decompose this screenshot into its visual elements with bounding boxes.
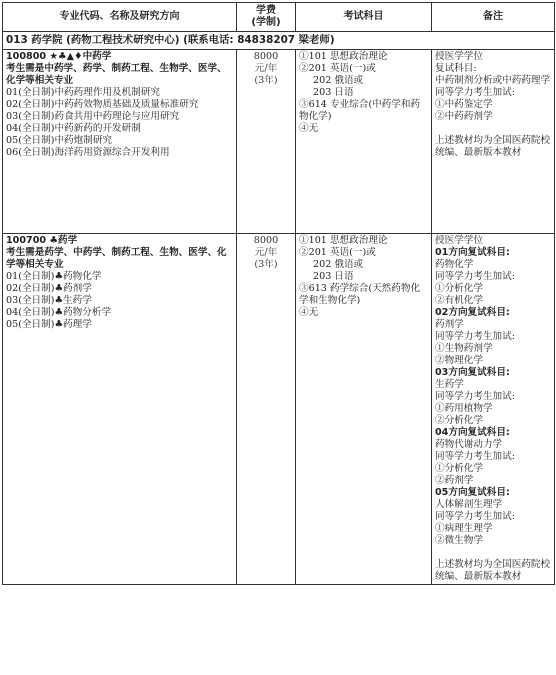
header-notes: 备注 <box>432 3 555 32</box>
exam-subject: 202 俄语或 <box>313 259 364 270</box>
program-duration: (3年) <box>254 75 278 86</box>
exam-subject: 203 日语 <box>313 87 354 98</box>
department-row <box>3 32 555 50</box>
exam-cell <box>296 234 432 585</box>
note-line: 同等学力考生加试: <box>435 331 515 342</box>
note-line: 同等学力考生加试: <box>435 271 515 282</box>
direction-item: 05(全日制)♣药理学 <box>6 319 92 330</box>
note-line: ②药剂学 <box>435 475 474 486</box>
header-duration-label: (学制) <box>251 17 281 28</box>
header-major: 专业代码、名称及研究方向 <box>3 3 237 32</box>
exam-subject: ②201 英语(一)或 <box>299 63 376 74</box>
tuition-amount: 8000 <box>253 235 279 246</box>
note-heading: 03方向复试科目: <box>435 367 510 378</box>
program-duration: (3年) <box>254 259 278 270</box>
note-line: ②物理化学 <box>435 355 483 366</box>
direction-item: 03(全日制)♣生药学 <box>6 295 92 306</box>
header-tuition-label: 学费 <box>256 5 276 16</box>
note-heading: 01方向复试科目: <box>435 247 510 258</box>
exam-subject: ③614 专业综合(中药学和药物化学) <box>299 99 421 122</box>
program-title: 100800 ★♣▲♦中药学 <box>6 51 112 62</box>
tuition-unit: 元/年 <box>254 247 278 258</box>
program-info <box>3 50 237 234</box>
exam-subject: ③613 药学综合(天然药物化学和生物化学) <box>299 283 421 306</box>
note-line: 同等学力考生加试: <box>435 87 515 98</box>
note-line: 生药学 <box>435 379 464 390</box>
note-line: ②微生物学 <box>435 535 483 546</box>
direction-item: 04(全日制)♣药物分析学 <box>6 307 112 318</box>
note-line: 中药制剂分析或中药药理学 <box>435 75 551 86</box>
note-line: 复试科目: <box>435 63 477 74</box>
exam-subject: ②201 英语(一)或 <box>299 247 376 258</box>
note-heading: 04方向复试科目: <box>435 427 510 438</box>
note-line: ①药用植物学 <box>435 403 493 414</box>
note-line: ①中药鉴定学 <box>435 99 493 110</box>
direction-item: 03(全日制)药食共用中药理论与应用研究 <box>6 111 180 122</box>
direction-item: 04(全日制)中药新药的开发研制 <box>6 123 141 134</box>
note-line: 授医学学位 <box>435 235 483 246</box>
note-line: 同等学力考生加试: <box>435 451 515 462</box>
program-requirement: 考生需是药学、中药学、制药工程、生物、医学、化学等相关专业 <box>6 247 227 270</box>
note-line: 同等学力考生加试: <box>435 511 515 522</box>
header-row <box>3 3 555 32</box>
tuition-unit: 元/年 <box>254 63 278 74</box>
notes-cell <box>432 50 555 234</box>
exam-subject: ④无 <box>299 123 319 134</box>
note-line: 上述教材均为全国医药院校统编、最新版本教材 <box>435 135 551 158</box>
direction-item: 06(全日制)海洋药用资源综合开发利用 <box>6 147 170 158</box>
exam-subject: 203 日语 <box>313 271 354 282</box>
note-spacer <box>435 123 551 135</box>
program-row <box>3 50 555 234</box>
note-line: ②中药药剂学 <box>435 111 493 122</box>
header-tuition <box>237 3 296 32</box>
note-line: ①生物药剂学 <box>435 343 493 354</box>
tuition-cell <box>237 50 296 234</box>
note-line: 人体解剖生理学 <box>435 499 503 510</box>
note-line: 授医学学位 <box>435 51 483 62</box>
note-spacer <box>435 547 551 559</box>
direction-item: 02(全日制)♣药剂学 <box>6 283 92 294</box>
note-line: ②有机化学 <box>435 295 483 306</box>
note-line: ①分析化学 <box>435 283 483 294</box>
tuition-cell <box>237 234 296 585</box>
exam-subject: 202 俄语或 <box>313 75 364 86</box>
note-heading: 05方向复试科目: <box>435 487 510 498</box>
program-row <box>3 234 555 585</box>
note-line: ①分析化学 <box>435 463 483 474</box>
direction-item: 02(全日制)中药药效物质基础及质量标准研究 <box>6 99 199 110</box>
program-title: 100700 ♣药学 <box>6 235 78 246</box>
direction-item: 05(全日制)中药炮制研究 <box>6 135 113 146</box>
note-line: ①病理生理学 <box>435 523 493 534</box>
header-exams: 考试科目 <box>296 3 432 32</box>
program-info <box>3 234 237 585</box>
exam-subject: ①101 思想政治理论 <box>299 235 388 246</box>
exam-cell <box>296 50 432 234</box>
exam-subject: ④无 <box>299 307 319 318</box>
note-heading: 02方向复试科目: <box>435 307 510 318</box>
note-line: 上述教材均为全国医药院校统编、最新版本教材 <box>435 559 551 582</box>
tuition-amount: 8000 <box>253 51 279 62</box>
program-requirement: 考生需是中药学、药学、制药工程、生物学、医学、化学等相关专业 <box>6 63 227 86</box>
note-line: 药剂学 <box>435 319 464 330</box>
exam-subject: ①101 思想政治理论 <box>299 51 388 62</box>
notes-cell <box>432 234 555 585</box>
note-line: 药物化学 <box>435 259 474 270</box>
direction-item: 01(全日制)♣药物化学 <box>6 271 102 282</box>
admissions-table <box>2 2 555 585</box>
note-line: ②分析化学 <box>435 415 483 426</box>
note-line: 同等学力考生加试: <box>435 391 515 402</box>
note-line: 药物代谢动力学 <box>435 439 503 450</box>
department-title: 013 药学院 (药物工程技术研究中心) (联系电话: 84838207 梁老师) <box>3 32 555 50</box>
direction-item: 01(全日制)中药药理作用及机制研究 <box>6 87 161 98</box>
